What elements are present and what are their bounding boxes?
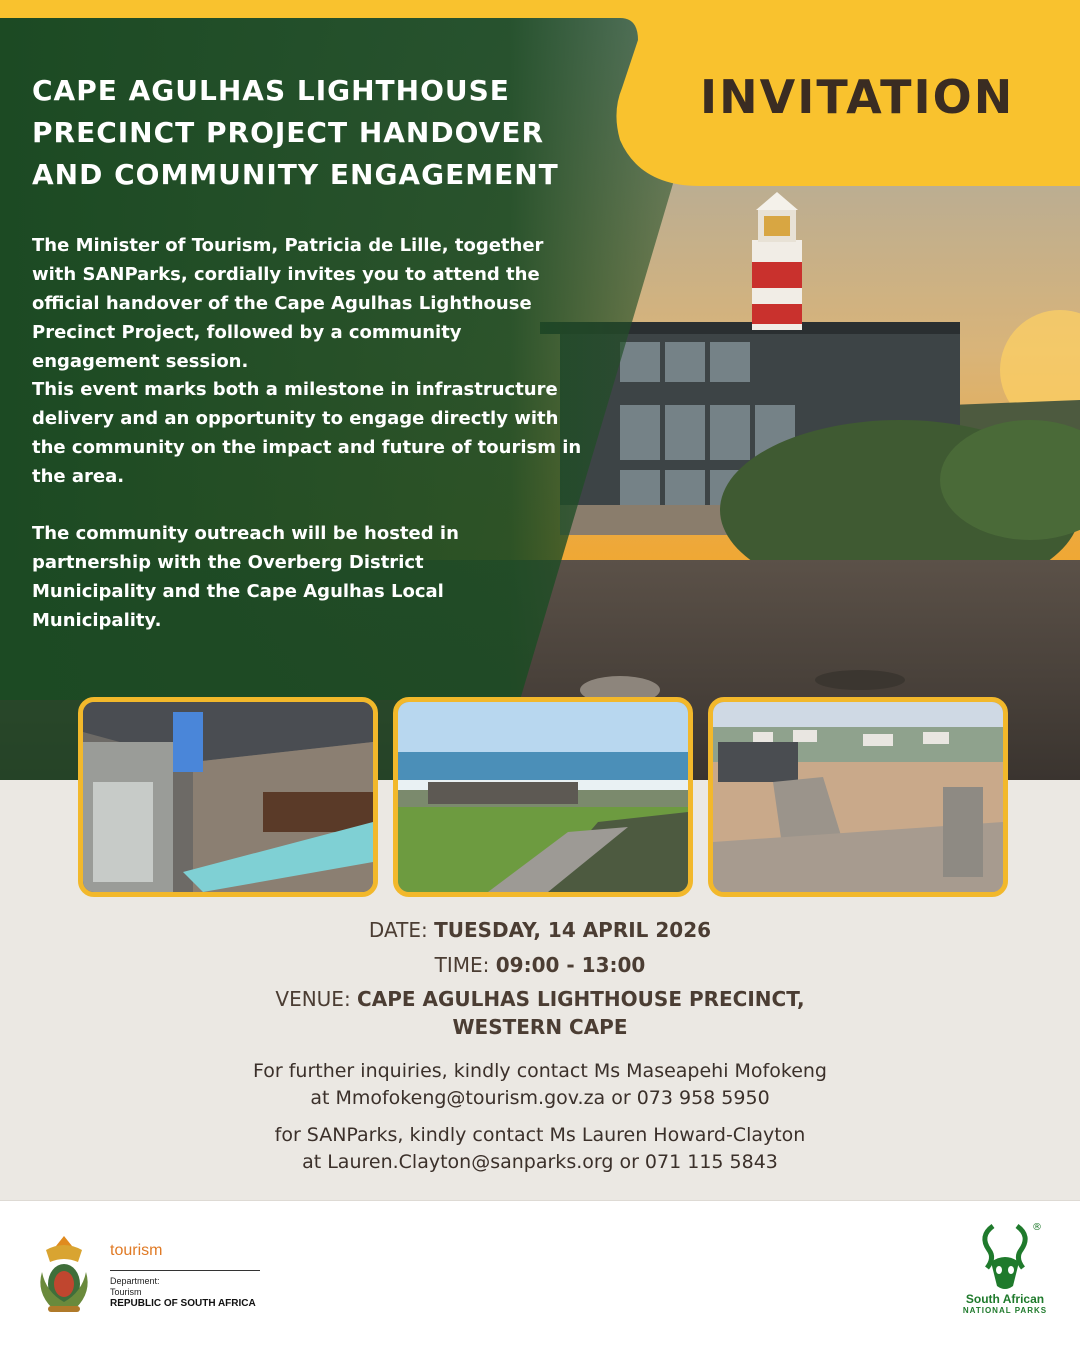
sanparks-line-2: NATIONAL PARKS	[962, 1306, 1048, 1315]
venue-label: VENUE:	[275, 987, 351, 1011]
tourism-contact-line-2: at Mmofokeng@tourism.gov.za or 073 958 5950	[310, 1087, 770, 1109]
department-of-tourism-logo	[32, 1232, 272, 1322]
dept-brand: tourism	[110, 1242, 163, 1259]
date-label: DATE:	[368, 918, 428, 942]
title-line-1: CAPE AGULHAS LIGHTHOUSE	[32, 74, 510, 107]
interior-photo-thumbnail	[78, 697, 378, 897]
tourism-contact-line-1: For further inquiries, kindly contact Ms Maseapehi Mofokeng	[252, 1060, 827, 1082]
time-label: TIME:	[434, 953, 490, 977]
venue-value-line-1: CAPE AGULHAS LIGHTHOUSE PRECINCT,	[357, 987, 805, 1011]
sanparks-logo	[950, 1222, 1060, 1332]
time-value: 09:00 - 13:00	[495, 953, 646, 977]
date-value: TUESDAY, 14 APRIL 2026	[434, 918, 712, 942]
milestone-paragraph: This event marks both a milestone in infrastructure delivery and an opportunity to engage directly with the community on the impact and future of tourism in the area.	[32, 379, 582, 487]
registered-mark: ®	[1032, 1222, 1042, 1233]
title-line-2: PRECINCT PROJECT HANDOVER	[32, 116, 545, 149]
event-date	[0, 918, 1080, 942]
event-venue	[0, 985, 1080, 1041]
dept-line-2: Tourism	[110, 1287, 142, 1297]
coat-of-arms-icon	[32, 1232, 96, 1316]
dept-divider	[110, 1270, 260, 1271]
event-time	[0, 953, 1080, 977]
sanparks-contact-line-1: for SANParks, kindly contact Ms Lauren Howard-Clayton	[274, 1124, 806, 1146]
town-steps-photo	[713, 702, 1003, 892]
invitation-heading: INVITATION	[700, 70, 1015, 124]
sanparks-contact-line-2: at Lauren.Clayton@sanparks.org or 071 115 5843	[302, 1151, 778, 1173]
interior-photo	[83, 702, 373, 892]
sanparks-contact	[0, 1122, 1080, 1176]
event-title	[32, 70, 632, 196]
dept-line-3: REPUBLIC OF SOUTH AFRICA	[110, 1298, 256, 1309]
intro-paragraph: The Minister of Tourism, Patricia de Lille, together with SANParks, cordially invites you to attend the official handover of the Cape Agulhas Lighthouse Precinct Project, followed by a community engagement session.	[32, 235, 544, 372]
title-line-3: AND COMMUNITY ENGAGEMENT	[32, 158, 559, 191]
venue-value-line-2: WESTERN CAPE	[452, 1015, 628, 1039]
town-steps-photo-thumbnail	[708, 697, 1008, 897]
coastline-photo-thumbnail	[393, 697, 693, 897]
tourism-contact	[0, 1058, 1080, 1112]
coastline-photo	[398, 702, 688, 892]
dept-line-1: Department:	[110, 1276, 160, 1286]
sanparks-line-1: South African	[965, 1292, 1045, 1306]
outreach-paragraph: The community outreach will be hosted in partnership with the Overberg District Municipality and the Cape Agulhas Local Municipality.	[32, 523, 459, 631]
